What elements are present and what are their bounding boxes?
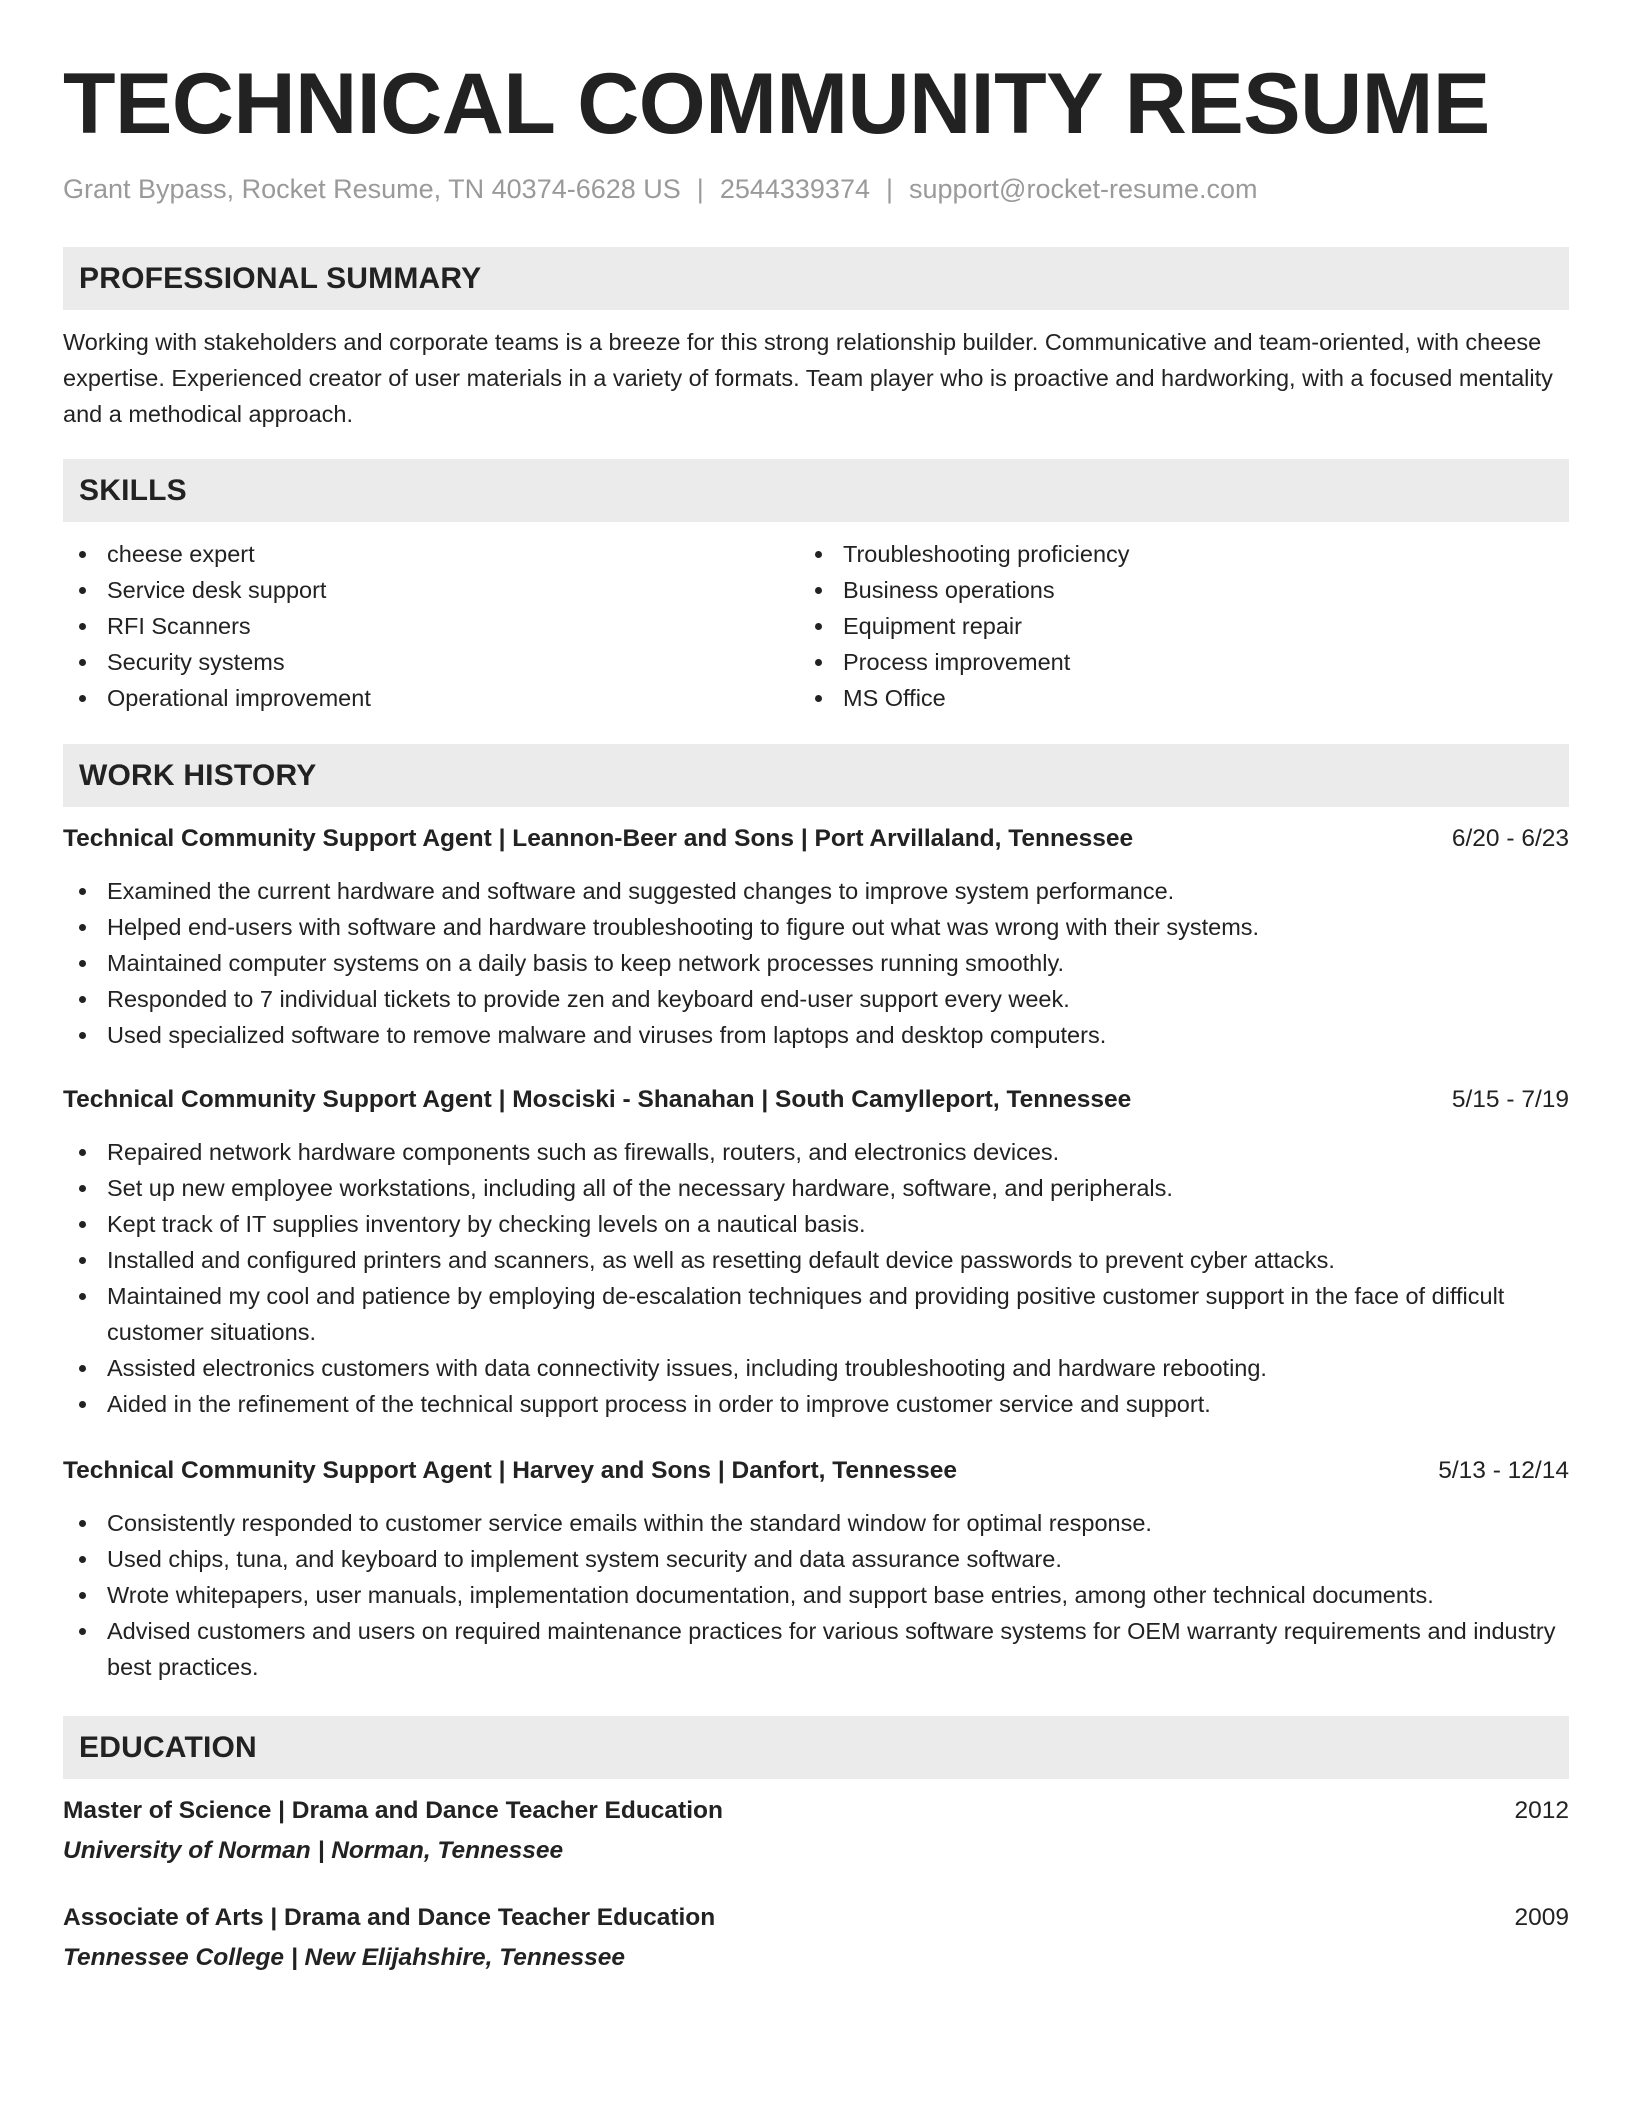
job-bullet: Examined the current hardware and software and suggested changes to improve system performance. [63,873,1569,909]
education-entry [63,1900,1569,1976]
job-bullet: Maintained my cool and patience by employing de-escalation techniques and providing positive customer support in the face of difficult customer situations. [63,1278,1569,1350]
job-bullet: Assisted electronics customers with data connectivity issues, including troubleshooting and hardware rebooting. [63,1350,1569,1386]
job-bullet: Aided in the refinement of the technical support process in order to improve customer service and support. [63,1386,1569,1422]
skill-item: Operational improvement [63,680,799,716]
job-header [63,1453,1569,1489]
work-history-heading: WORK HISTORY [63,744,1569,807]
skill-item: Security systems [63,644,799,680]
education-school: University of Norman | Norman, Tennessee [63,1837,564,1864]
job-title: Technical Community Support Agent | Leannon-Beer and Sons | Port Arvillaland, Tennessee [63,825,1134,852]
skill-item: Equipment repair [799,608,1535,644]
skill-item: cheese expert [63,536,799,572]
contact-separator: | [885,174,893,204]
job-bullet: Responded to 7 individual tickets to provide zen and keyboard end-user support every week. [63,981,1569,1017]
job-bullet: Wrote whitepapers, user manuals, implementation documentation, and support base entries, among other technical documents. [63,1577,1569,1613]
job-bullet: Installed and configured printers and scanners, as well as resetting default device passwords to prevent cyber attacks. [63,1242,1569,1278]
job-bullet: Helped end-users with software and hardware troubleshooting to figure out what was wrong with their systems. [63,909,1569,945]
job-bullets [63,1134,1569,1422]
job-header [63,1082,1569,1118]
summary-text: Working with stakeholders and corporate teams is a breeze for this strong relationship builder. Communicative and team-oriented, with cheese expertise. Experienced creator of user materials in a variety of formats. Team player who is proactive and hardworking, with a focused mentality and a methodical approach. [63,329,1553,427]
job-bullet: Kept track of IT supplies inventory by checking levels on a nautical basis. [63,1206,1569,1242]
skills-column-right [799,536,1535,716]
skill-item: Process improvement [799,644,1535,680]
job-bullet: Used specialized software to remove malware and viruses from laptops and desktop computers. [63,1017,1569,1053]
skill-item: Service desk support [63,572,799,608]
education-header [63,1793,1569,1829]
job-bullet: Set up new employee workstations, including all of the necessary hardware, software, and peripherals. [63,1170,1569,1206]
skill-item: RFI Scanners [63,608,799,644]
skills-heading: SKILLS [63,459,1569,522]
job-header [63,821,1569,857]
skills-column-left [63,536,799,716]
contact-separator: | [696,174,704,204]
education-heading: EDUCATION [63,1716,1569,1779]
skill-item: Troubleshooting proficiency [799,536,1535,572]
education-entry [63,1793,1569,1869]
job-bullet: Consistently responded to customer service emails within the standard window for optimal response. [63,1505,1569,1541]
job-bullet: Advised customers and users on required maintenance practices for various software systems for OEM warranty requirements and industry best practices. [63,1613,1569,1685]
skills-list [63,536,1569,716]
education-year: 2009 [1514,1904,1569,1931]
summary-heading: PROFESSIONAL SUMMARY [63,247,1569,310]
contact-phone: 2544339374 [719,174,870,204]
job-title: Technical Community Support Agent | Harvey and Sons | Danfort, Tennessee [63,1457,958,1484]
skill-item: Business operations [799,572,1535,608]
job-entry [63,1082,1569,1422]
job-bullet: Used chips, tuna, and keyboard to implement system security and data assurance software. [63,1541,1569,1577]
job-title: Technical Community Support Agent | Mosciski - Shanahan | South Camylleport, Tennessee [63,1086,1132,1113]
education-year: 2012 [1514,1797,1569,1824]
education-degree: Master of Science | Drama and Dance Teacher Education [63,1797,723,1824]
job-bullets [63,1505,1569,1685]
job-dates: 5/15 - 7/19 [1451,1086,1569,1113]
contact-line [63,170,1569,208]
education-header [63,1900,1569,1936]
skill-item: MS Office [799,680,1535,716]
contact-email: support@rocket-resume.com [909,174,1258,204]
resume-title: TECHNICAL COMMUNITY RESUME [63,56,1490,152]
job-dates: 5/13 - 12/14 [1438,1457,1569,1484]
education-degree: Associate of Arts | Drama and Dance Teacher Education [63,1904,716,1931]
job-bullet: Repaired network hardware components such as firewalls, routers, and electronics devices. [63,1134,1569,1170]
job-bullet: Maintained computer systems on a daily basis to keep network processes running smoothly. [63,945,1569,981]
job-dates: 6/20 - 6/23 [1451,825,1569,852]
job-bullets [63,873,1569,1053]
education-school: Tennessee College | New Elijahshire, Tennessee [63,1944,625,1971]
job-entry [63,1453,1569,1685]
contact-address: Grant Bypass, Rocket Resume, TN 40374-6628 US [63,174,681,204]
job-entry [63,821,1569,1053]
